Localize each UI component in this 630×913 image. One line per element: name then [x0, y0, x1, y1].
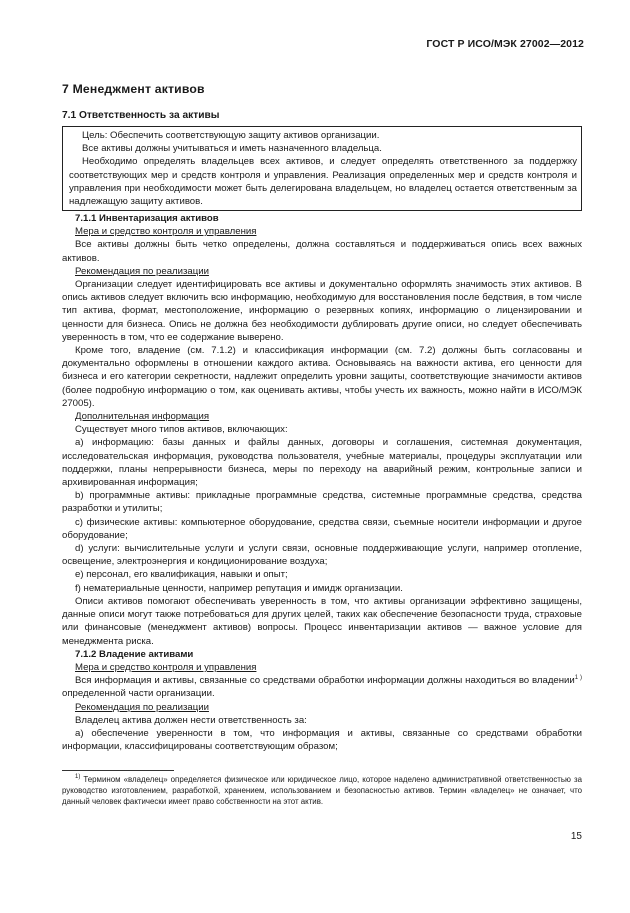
paragraph: Описи активов помогают обеспечивать уверенность в том, что активы организации эффективно защищены, данные описи могут также потребоваться для других целей, таких как обеспечение безопасности труда, страховые или финансовые (менеджмент активов) вопросы. Процесс инвентаризации активов — важное условие для менеджмента риска.: [62, 595, 582, 647]
recommendation-label: Рекомендация по реализации: [75, 701, 209, 713]
objective-box: [62, 126, 582, 211]
measure-label: Мера и средство контроля и управления: [75, 661, 257, 673]
objective-text: Все активы должны учитываться и иметь назначенного владельца.: [82, 143, 382, 155]
paragraph: Существует много типов активов, включающих:: [75, 424, 288, 436]
main-content: [62, 212, 582, 753]
document-header: ГОСТ Р ИСО/МЭК 27002—2012: [426, 38, 584, 50]
footnote-mark: 1): [75, 774, 81, 780]
footnote-reference[interactable]: 1 ): [574, 675, 582, 682]
objective-text: Цель: Обеспечить соответствующую защиту активов организации.: [82, 130, 380, 141]
footnote-text: Термином «владелец» определяется физическое или юридическое лицо, которое наделено административной ответственностью за руководство изготовлением, разработкой, хранением, использованием и безопасностью активов. Термин «владелец» не означает, что данный человек фактически имеет право собственности на этот актив.: [62, 775, 582, 807]
list-item: c) физические активы: компьютерное оборудование, средства связи, съемные носители информации и другое оборудование;: [62, 516, 582, 541]
list-item: d) услуги: вычислительные услуги и услуги связи, основные поддерживающие услуги, например отопление, освещение, электроэнергия и кондиционирование воздуха;: [62, 543, 582, 568]
page-number: 15: [570, 831, 582, 842]
subsection-title: 7.1 Ответственность за активы: [62, 110, 220, 121]
section-title: 7 Менеджмент активов: [62, 82, 205, 96]
additional-info-label: Дополнительная информация: [75, 411, 210, 423]
clause-heading-7-1-2: 7.1.2 Владение активами: [75, 648, 194, 660]
list-item: a) информацию: базы данных и файлы данных, договоры и соглашения, системная документация, исследовательская информация, руководства пользователя, учебные материалы, процедуры эксплуатации или поддержки, планы непрерывности бизнеса, меры по переходу на аварийный режим, контрольные записи и архивированная информация;: [62, 437, 582, 489]
clause-heading-7-1-1: 7.1.1 Инвентаризация активов: [75, 213, 219, 224]
measure-label: Мера и средство контроля и управления: [75, 226, 257, 238]
paragraph: Организации следует идентифицировать все активы и документально оформлять значимость этих активов. В опись активов следует включить всю информацию, необходимую для восстановления после бедствия, в том числе тип актива, формат, местоположение, информацию о резервных копиях, информацию о лицензировании и ценности для бизнеса. Опись не должна без необходимости дублировать другие описи, но следует обеспечивать уверенность в том, что ее содержание выверено.: [62, 279, 582, 343]
measure-text: Вся информация и активы, связанные со средствами обработки информации должны находиться во владении$^{1 )}$ определенной части организации.: [62, 675, 582, 700]
paragraph: Владелец актива должен нести ответственность за:: [75, 714, 307, 726]
footnote-separator: [62, 770, 174, 771]
footnote: [62, 774, 582, 808]
measure-text: Все активы должны быть четко определены, должна составляться и поддерживаться опись всех важных активов.: [62, 239, 582, 264]
list-item: a) обеспечение уверенности в том, что информация и активы, связанные со средствами обработки информации, классифицированы соответствующим образом;: [62, 727, 582, 753]
list-item: b) программные активы: прикладные программные средства, системные программные средства, средства разработки и утилиты;: [62, 490, 582, 515]
list-item: e) персонал, его квалификация, навыки и опыт;: [75, 569, 288, 581]
recommendation-label: Рекомендация по реализации: [75, 265, 209, 277]
paragraph: Кроме того, владение (см. 7.1.2) и классификация информации (см. 7.2) должны быть согласованы и документально оформлены в отношении каждого актива. Основываясь на важности актива, его ценности для бизнеса и его категории секретности, надлежит определить уровни защиты, соответствующие значимости активов (более подробную информацию о том, как оценивать активы, чтобы учесть их важность, можно найти в ИСО/МЭК 27005).: [62, 345, 582, 409]
objective-text: Необходимо определять владельцев всех активов, и следует определять ответственного за поддержку соответствующих мер и средств контроля и управления. Реализация определенных мер и средств контроля и управления при необходимости может быть делегирована владельцем, но владелец остается ответственным за надлежащую защиту активов.: [69, 156, 577, 208]
list-item: f) нематериальные ценности, например репутация и имидж организации.: [75, 582, 403, 594]
